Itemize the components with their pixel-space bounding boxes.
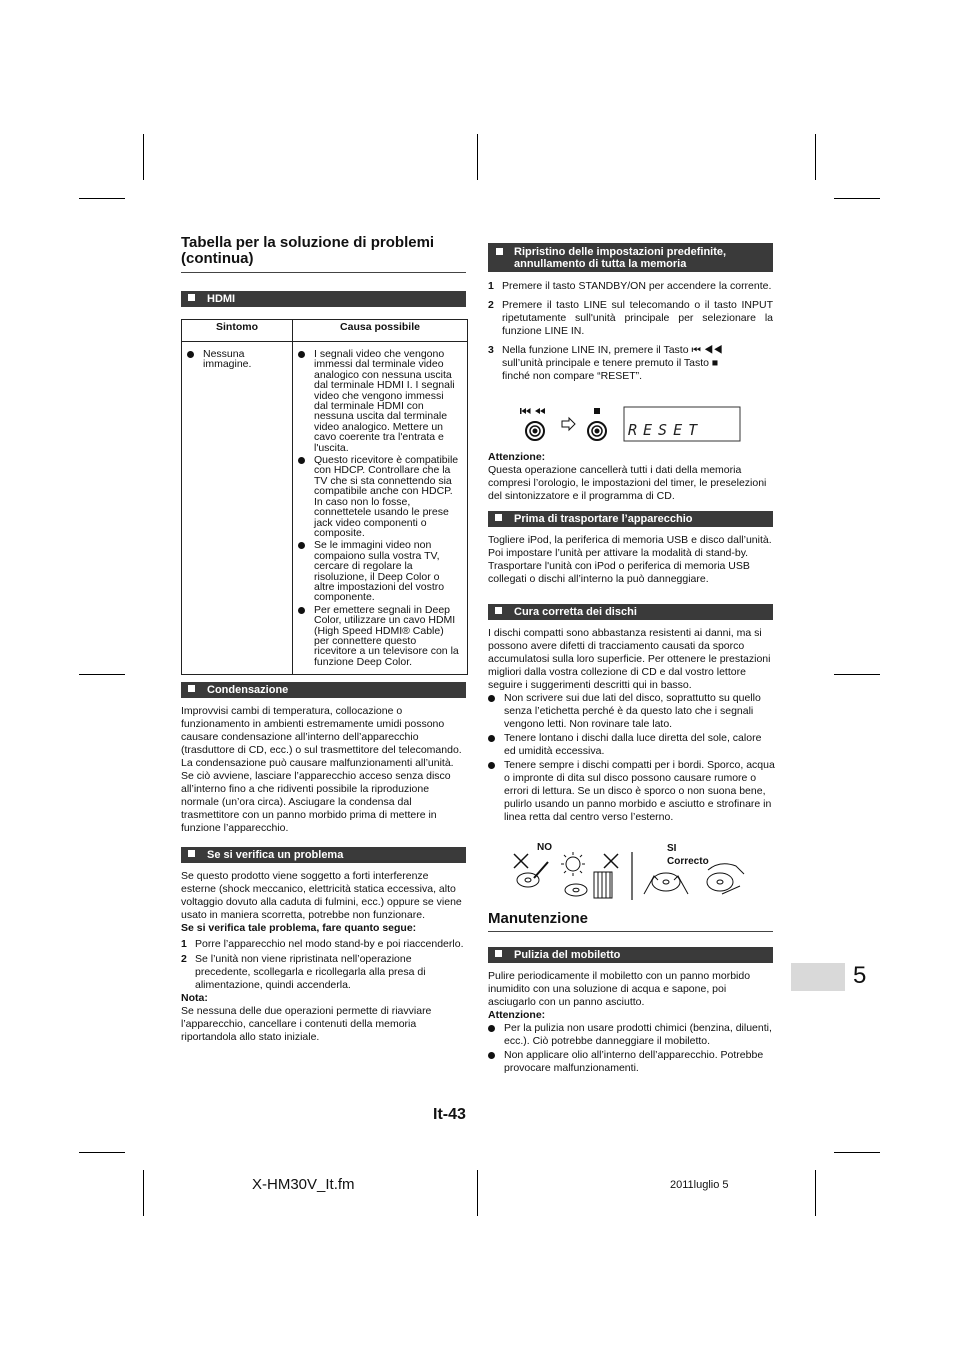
symptom-text: Nessuna immagine. bbox=[203, 348, 252, 371]
label-no: NO bbox=[537, 842, 552, 853]
list-item bbox=[488, 732, 775, 758]
crop-mark bbox=[834, 198, 880, 199]
bullet-icon bbox=[298, 351, 305, 358]
cause-text: Questo ricevitore è compatibile con HDCP. Controllare che la TV che si sta connettendo sia compatibile anche con HDCP. In caso non lo fosse, connettetele usando le prese jack video componenti o composite. bbox=[314, 454, 459, 539]
cross-icon bbox=[514, 854, 528, 868]
table-cell-symptom bbox=[182, 342, 293, 675]
step-number: 2 bbox=[488, 299, 494, 311]
step-number: 3 bbox=[488, 344, 494, 356]
cause-text: Se le immagini video non compaiono sulla vostra TV, cercare di regolare la risoluzione, il Deep Color o altre impostazioni del vostro componente. bbox=[314, 539, 445, 604]
nota-label: Nota: bbox=[181, 992, 208, 1004]
heater-icon bbox=[594, 872, 612, 898]
cause-text: I segnali video che vengono immessi dal terminale video analogico con nessuna uscita dal terminale HDMI I. I segnali video che vengono immessi dal terminale HDMI con nessuna uscita dal terminale video analogico. Mettere un cavo coerente tra l'entrata e l'uscita. bbox=[314, 348, 455, 454]
section-heading-trasporto bbox=[488, 511, 773, 527]
cross-icon bbox=[604, 854, 618, 868]
list-item bbox=[488, 692, 775, 731]
section-heading-dischi bbox=[488, 604, 773, 620]
crop-mark bbox=[143, 1170, 144, 1216]
list-item bbox=[298, 349, 460, 453]
nota-text: Se nessuna delle due operazioni permette di riavviare l’apparecchio, cancellare i contenuti della memoria riportandola allo stato iniziale. bbox=[181, 1005, 432, 1043]
bullet-icon bbox=[488, 695, 495, 702]
page-number: It-43 bbox=[433, 1106, 466, 1123]
crop-mark bbox=[79, 674, 125, 675]
crop-mark bbox=[143, 134, 144, 180]
bullet-icon bbox=[187, 351, 194, 358]
step-text: Nella funzione LINE IN, premere il Tasto ⏮ ◀◀ sull’unità principale e tenere premuto il Tasto ■ finché non compare “RESET”. bbox=[502, 344, 723, 382]
bullet-icon bbox=[488, 1025, 495, 1032]
section-heading-label: Se si verifica un problema bbox=[207, 849, 344, 861]
bullet-icon bbox=[298, 607, 305, 614]
list-item-text: Per la pulizia non usare prodotti chimici (benzina, diluenti, ecc.). Ciò potrebbe danneggiare il mobiletto. bbox=[504, 1022, 772, 1047]
crop-mark bbox=[477, 1170, 478, 1216]
square-bullet-icon bbox=[495, 514, 502, 521]
cause-text: Per emettere segnali in Deep Color, utilizzare un cavo HDMI (High Speed HDMI® Cable) per connettere questo ricevitore a un televisore con la funzione Deep Color. bbox=[314, 603, 459, 668]
square-bullet-icon bbox=[188, 294, 195, 301]
list-item bbox=[298, 455, 460, 538]
crop-mark bbox=[477, 134, 478, 180]
list-item-text: Non applicare olio all’interno dell’apparecchio. Potrebbe provocare malfunzionamenti. bbox=[504, 1049, 764, 1074]
table-header-symptom: Sintomo bbox=[182, 320, 293, 342]
crop-mark bbox=[834, 674, 880, 675]
bullet-icon bbox=[298, 457, 305, 464]
crop-mark bbox=[79, 198, 125, 199]
manutenzione-title: Manutenzione bbox=[488, 910, 588, 927]
knob-button-icon bbox=[526, 422, 544, 440]
list-item-text: Tenere sempre i dischi compatti per i bordi. Sporco, acqua o impronte di dita sul disco possono causare rumore o errori di lettura. Se un disco è sporco o non suona bene, pulirlo usando un panno morbido e asciutto e strofinare in linea retta dal centro verso l’esterno. bbox=[504, 759, 775, 823]
crop-mark bbox=[815, 134, 816, 180]
disc-care-illustration bbox=[508, 850, 753, 902]
section-heading-label: HDMI bbox=[207, 293, 236, 305]
list-item-text: Tenere lontano i dischi dalla luce diretta del sole, calore ed umidità eccessiva. bbox=[504, 732, 762, 757]
page-title-line: (continua) bbox=[181, 250, 254, 267]
list-item bbox=[181, 938, 466, 951]
step-text: Se l’unità non viene ripristinata nell’operazione precedente, scollegarla e ricollegarla alla presa di alimentazione, quindi accenderla. bbox=[195, 953, 426, 991]
section-heading-pulizia bbox=[488, 947, 773, 963]
title-rule bbox=[488, 931, 773, 932]
step-number: 1 bbox=[181, 938, 187, 950]
hands-holding-disc-icon bbox=[644, 873, 688, 894]
square-bullet-icon bbox=[495, 607, 502, 614]
bullet-icon bbox=[488, 762, 495, 769]
crop-mark bbox=[79, 1152, 125, 1153]
section-heading-label: Cura corretta dei dischi bbox=[514, 606, 637, 618]
troubleshooting-table bbox=[181, 319, 468, 675]
stop-icon bbox=[594, 408, 600, 414]
section-heading-label: Pulizia del mobiletto bbox=[514, 949, 621, 961]
step-number: 2 bbox=[181, 953, 187, 965]
list-item bbox=[298, 540, 460, 602]
label-correct-text: Correcto bbox=[667, 856, 709, 867]
list-item bbox=[298, 605, 460, 667]
bullet-icon bbox=[488, 1052, 495, 1059]
step-text: Porre l’apparecchio nel modo stand-by e poi riaccenderlo. bbox=[195, 938, 464, 950]
display-text: RESET bbox=[628, 421, 704, 439]
condensazione-text: Improvvisi cambi di temperatura, collocazione o funzionamento in ambienti estremamente umidi possono causare condensazione all’interno dell’apparecchio (trasduttore di CD, ecc.) o sul trasmettitore del telecomando. La condensazione può causare malfunzionamenti all’unità. Se ciò avviene, lasciare l’apparecchio acceso senza disco all’interno fino a che ridiventi possibile la riproduzione normale (un’ora circa). Asciugare la condensa dal trasmettitore con un panno morbido prima di mettere in funzione l’apparecchio. bbox=[181, 705, 462, 834]
problema-text: Se questo prodotto viene soggetto a forti interferenze esterne (shock meccanico, elettricità statica eccessiva, alto voltaggio dovuto alla caduta di fulmini, ecc.) oppure se viene usato in maniera scorretta, potrebbe non funzionare. bbox=[181, 870, 462, 921]
list-item bbox=[488, 1022, 775, 1048]
attenzione-label: Attenzione: bbox=[488, 451, 546, 463]
arrow-right-icon bbox=[562, 418, 575, 430]
page-title-line: Tabella per la soluzione di problemi bbox=[181, 234, 435, 251]
disc-writing-icon bbox=[517, 862, 548, 887]
pulizia-text: Pulire periodicamente il mobiletto con un panno morbido inumidito con una soluzione di acqua e sapone, poi asciugarlo con un panno asciutto. bbox=[488, 970, 751, 1008]
problema-block bbox=[181, 870, 466, 1044]
section-heading-ripristino bbox=[488, 243, 773, 272]
square-bullet-icon bbox=[496, 248, 503, 255]
page-tab-bar bbox=[791, 963, 845, 991]
crop-mark bbox=[834, 1152, 880, 1153]
step-number: 1 bbox=[488, 280, 494, 292]
square-bullet-icon bbox=[188, 685, 195, 692]
crop-mark bbox=[815, 1170, 816, 1216]
footer-filename: X-HM30V_It.fm bbox=[252, 1176, 355, 1193]
title-rule bbox=[181, 272, 466, 273]
section-heading-label: Ripristino delle impostazioni predefinite, bbox=[514, 246, 727, 258]
section-heading-label: annullamento di tutta la memoria bbox=[514, 258, 687, 270]
footer-date: 2011luglio 5 bbox=[670, 1179, 729, 1191]
skip-back-icon bbox=[520, 408, 545, 414]
step-text: Premere il tasto LINE sul telecomando o il tasto INPUT ripetutamente sull'unità principale per selezionare la funzione LINE IN. bbox=[502, 299, 773, 337]
knob-button-icon bbox=[588, 422, 606, 440]
section-heading-hdmi bbox=[181, 291, 466, 307]
list-item bbox=[488, 280, 773, 293]
table-cell-cause bbox=[293, 342, 468, 675]
bullet-icon bbox=[488, 735, 495, 742]
list-item-text: Non scrivere sui due lati del disco, soprattutto su quello senza l’etichetta perché è da questo lato che i segnali vengono letti. Non rovinare tale lato. bbox=[504, 692, 761, 730]
attenzione-text: Questa operazione cancellerà tutti i dati della memoria compresi l’orologio, le impostazioni del timer, le preselezioni del sintonizzatore e il programma di CD. bbox=[488, 464, 767, 502]
problema-instruction: Se si verifica tale problema, fare quanto segue: bbox=[181, 922, 417, 934]
section-heading-problema bbox=[181, 847, 466, 863]
list-item bbox=[181, 953, 466, 992]
list-item bbox=[488, 759, 775, 824]
list-item bbox=[187, 349, 287, 370]
square-bullet-icon bbox=[495, 950, 502, 957]
square-bullet-icon bbox=[188, 850, 195, 857]
cleaning-disc-icon bbox=[707, 864, 744, 894]
step-text: Premere il tasto STANDBY/ON per accendere la corrente. bbox=[502, 280, 772, 292]
list-item bbox=[488, 1049, 775, 1075]
list-item bbox=[488, 299, 773, 338]
section-heading-label: Prima di trasportare l’apparecchio bbox=[514, 513, 693, 525]
list-item bbox=[488, 344, 773, 383]
page-tab-number: 5 bbox=[853, 962, 867, 989]
attenzione-label: Attenzione: bbox=[488, 1009, 546, 1021]
pulizia-block bbox=[488, 970, 775, 1076]
disc-icon bbox=[565, 884, 587, 896]
dischi-block bbox=[488, 627, 775, 825]
label-si-text: SI bbox=[667, 843, 677, 854]
section-heading-label: Condensazione bbox=[207, 684, 289, 696]
section-heading-condensazione bbox=[181, 682, 466, 698]
page-title bbox=[181, 235, 471, 267]
dischi-intro: I dischi compatti sono abbastanza resistenti ai danni, ma si possono avere difetti di tracciamento causati da sporco accumulatosi sulla loro superficie. Per ottenere le prestazioni migliori dalla vostra collezione di CD e dal vostro lettore seguire i suggerimenti descritti qui in basso. bbox=[488, 627, 771, 691]
bullet-icon bbox=[298, 542, 305, 549]
table-header-cause: Causa possibile bbox=[293, 320, 468, 342]
sun-icon bbox=[561, 852, 585, 876]
ripristino-attenzione bbox=[488, 451, 773, 503]
trasporto-text: Togliere iPod, la periferica di memoria USB e disco dall’unità. Poi impostare l’unità per attivare la modalità di stand-by. Trasportare l'unità con iPod o periferica di memoria USB collegati o dischi all’interno la può danneggiare. bbox=[488, 534, 772, 585]
ripristino-steps bbox=[488, 280, 773, 383]
